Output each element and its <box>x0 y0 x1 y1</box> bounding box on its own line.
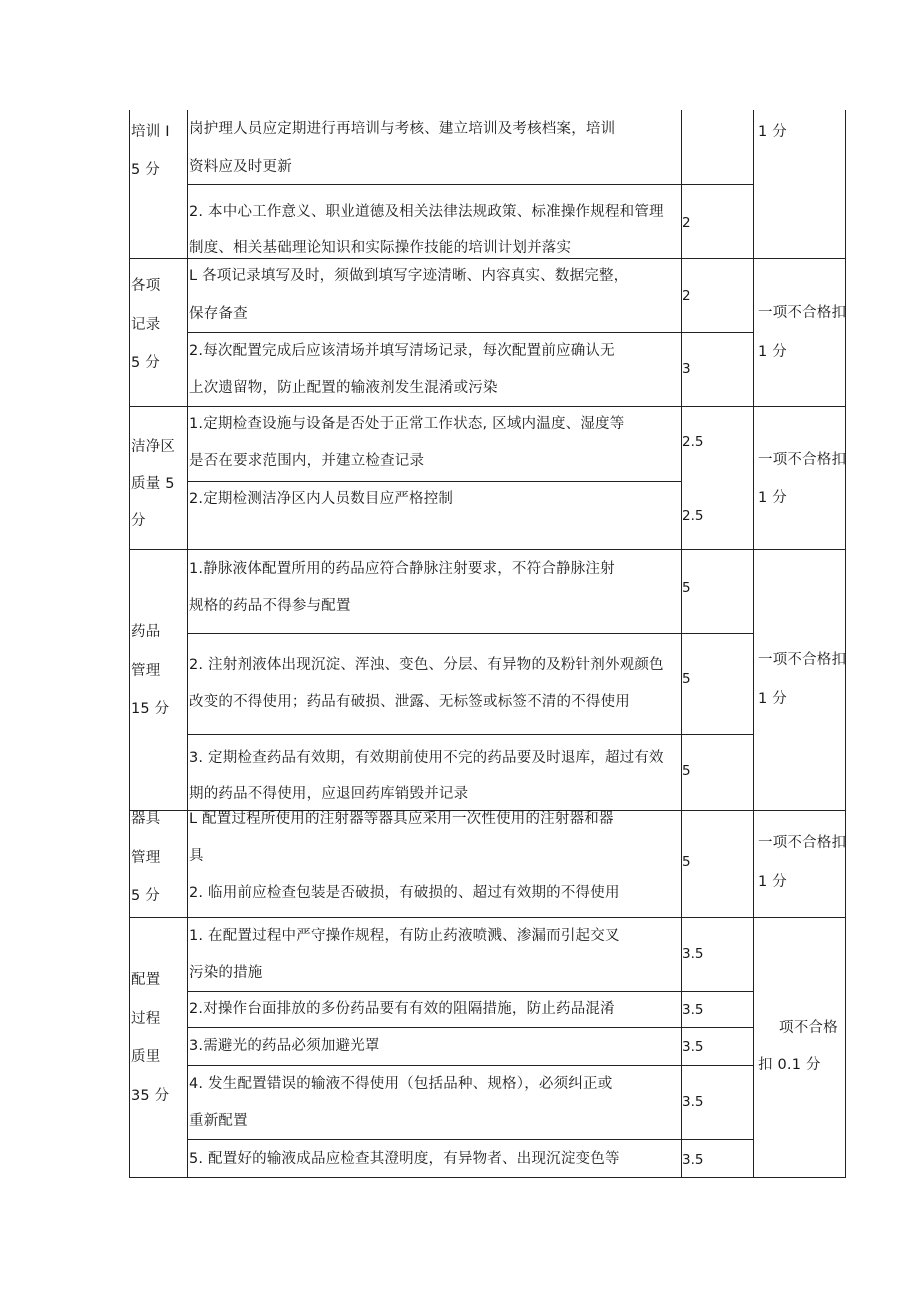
item-score: 3.5 <box>682 1039 704 1055</box>
deduction-rule: 1 分 <box>758 874 787 890</box>
category-label: 洁净区 <box>131 439 176 455</box>
item-separator <box>187 1139 754 1140</box>
item-score: 2.5 <box>682 434 704 450</box>
item-text: 2. 注射剂液体出现沉淀、浑浊、变色、分层、有异物的及粉针剂外观颜色 <box>189 657 664 673</box>
item-text: 期的药品不得使用，应退回药库销毁并记录 <box>189 786 469 802</box>
category-label: 记录 <box>131 317 161 333</box>
deduction-rule: 1 分 <box>758 490 787 506</box>
item-score: 3.5 <box>682 946 704 962</box>
category-label: 分 <box>131 513 146 529</box>
category-label: 管理 <box>131 850 161 866</box>
item-text: 保存备查 <box>189 306 248 322</box>
category-label: 5 分 <box>131 355 160 371</box>
item-score: 2 <box>682 288 691 304</box>
item-score: 5 <box>682 854 691 870</box>
item-separator <box>187 1065 754 1066</box>
item-separator <box>187 734 754 735</box>
item-text: 制度、相关基础理论知识和实际操作技能的培训计划并落实 <box>189 240 572 256</box>
item-text: L 配置过程所使用的注射器等器具应采用一次性使用的注射器和器 <box>189 811 614 827</box>
item-text: 具 <box>189 848 204 864</box>
category-label: 5 分 <box>131 888 160 904</box>
item-text: 3.需避光的药品必须加避光罩 <box>189 1038 380 1054</box>
table-border-left <box>129 110 130 1177</box>
item-text: 1.静脉液体配置所用的药品应符合静脉注射要求，不符合静脉注射 <box>189 561 615 577</box>
item-text: 重新配置 <box>189 1113 248 1129</box>
item-text: 2.每次配置完成后应该清场并填写清场记录，每次配置前应确认无 <box>189 343 615 359</box>
item-text: 污染的措施 <box>189 965 263 981</box>
category-label: 配置 <box>131 972 161 988</box>
deduction-rule: 1 分 <box>758 124 787 140</box>
table-divider-deduction <box>753 110 754 1177</box>
category-label: 5 分 <box>131 162 160 178</box>
item-text: 3. 定期检查药品有效期，有效期前使用不完的药品要及时退库，超过有效 <box>189 750 664 766</box>
category-label: 培训 I <box>131 124 170 140</box>
item-text: 4. 发生配置错误的输液不得使用（包括品种、规格），必须纠正或 <box>189 1076 613 1092</box>
category-label: 质量 5 <box>131 476 175 492</box>
deduction-rule: 项不合格 <box>779 1020 838 1036</box>
item-text: 1. 在配置过程中严守操作规程，有防止药液喷溅、渗漏而引起交叉 <box>189 928 620 944</box>
item-text: 2. 临用前应检查包装是否破损，有破损的、超过有效期的不得使用 <box>189 885 620 901</box>
item-separator <box>187 991 754 992</box>
category-label: 器具 <box>131 811 161 827</box>
item-separator <box>187 1027 754 1028</box>
category-label: 药品 <box>131 624 161 640</box>
deduction-rule: 1 分 <box>758 691 787 707</box>
item-text: 2.定期检测洁净区内人员数目应严格控制 <box>189 491 454 507</box>
item-text: 改变的不得使用；药品有破损、泄露、无标签或标签不清的不得使用 <box>189 694 630 710</box>
item-text: L 各项记录填写及时，须做到填写字迹清晰、内容真实、数据完整， <box>189 268 629 284</box>
category-label: 质里 <box>131 1049 161 1065</box>
deduction-rule: 1 分 <box>758 344 787 360</box>
item-score: 5 <box>682 763 691 779</box>
section-separator <box>129 406 846 407</box>
item-text: 岗护理人员应定期进行再培训与考核、建立培训及考核档案，培训 <box>189 121 616 137</box>
item-text: 2. 本中心工作意义、职业道德及相关法律法规政策、标准操作规程和管理 <box>189 204 664 220</box>
table-border-bottom <box>129 1177 846 1178</box>
item-text: 上次遗留物，防止配置的输液剂发生混淆或污染 <box>189 380 498 396</box>
deduction-rule: 一项不合格扣 <box>758 305 847 321</box>
item-text: 资料应及时更新 <box>189 159 292 175</box>
item-score: 5 <box>682 671 691 687</box>
item-separator <box>187 184 754 185</box>
deduction-rule: 一项不合格扣 <box>758 835 847 851</box>
item-score: 5 <box>682 580 691 596</box>
item-score: 2.5 <box>682 508 704 524</box>
category-label: 35 分 <box>131 1088 170 1104</box>
deduction-rule: 一项不合格扣 <box>758 452 847 468</box>
item-text: 2.对操作台面排放的多份药品要有有效的阻隔措施，防止药品混淆 <box>189 1001 615 1017</box>
item-score: 3.5 <box>682 1002 704 1018</box>
item-text: 5. 配置好的输液成品应检查其澄明度，有异物者、出现沉淀变色等 <box>189 1151 620 1167</box>
item-score: 2 <box>682 215 691 231</box>
item-separator <box>187 332 754 333</box>
item-separator <box>187 481 681 482</box>
item-text: 是否在要求范围内，并建立检查记录 <box>189 453 425 469</box>
item-score: 3 <box>682 361 691 377</box>
item-score: 3.5 <box>682 1152 704 1168</box>
item-text: 1.定期检查设施与设备是否处于正常工作状态, 区域内温度、湿度等 <box>189 416 625 432</box>
category-label: 过程 <box>131 1011 161 1027</box>
category-label: 管理 <box>131 663 161 679</box>
deduction-rule: 扣 0.1 分 <box>758 1057 821 1073</box>
item-separator <box>187 633 754 634</box>
section-separator <box>129 549 846 550</box>
table-border-right <box>845 110 846 1177</box>
section-separator <box>129 917 846 918</box>
table-divider-category <box>187 110 188 1177</box>
category-label: 各项 <box>131 278 161 294</box>
section-separator <box>129 258 846 259</box>
item-score: 3.5 <box>682 1094 704 1110</box>
deduction-rule: 一项不合格扣 <box>758 652 847 668</box>
category-label: 15 分 <box>131 701 170 717</box>
item-text: 规格的药品不得参与配置 <box>189 598 351 614</box>
